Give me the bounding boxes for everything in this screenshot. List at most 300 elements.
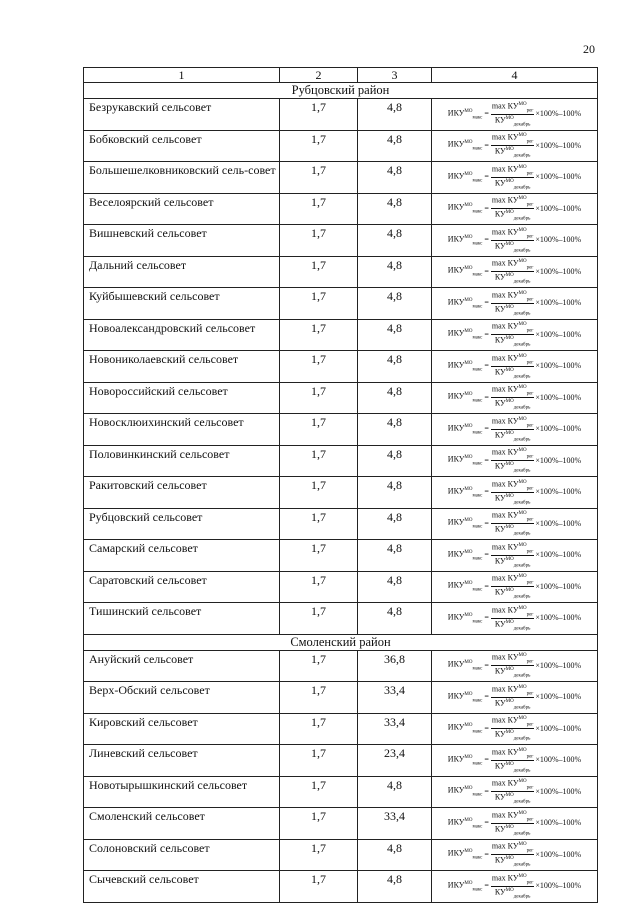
- formula-cell: [432, 162, 598, 194]
- formula-tail: ×100%–100%: [535, 660, 582, 670]
- formula-num-sup: МО: [518, 416, 527, 422]
- formula-numerator: [491, 511, 534, 524]
- column-2-value: 1,7: [280, 808, 358, 840]
- column-header-1: 1: [84, 68, 280, 83]
- formula-lhs-sub: макс: [472, 792, 483, 798]
- formula-tail: ×100%–100%: [535, 392, 582, 402]
- formula-denominator: [495, 824, 531, 836]
- formula-numerator: [491, 543, 534, 556]
- formula-den-sup: МО: [505, 336, 514, 342]
- formula-lhs-text: ИКУ: [447, 108, 465, 118]
- formula-equals: =: [484, 581, 489, 591]
- formula-tail: ×100%–100%: [535, 424, 582, 434]
- formula-numerator: [491, 716, 534, 729]
- formula: [432, 574, 597, 600]
- formula-den-sup: МО: [505, 430, 514, 436]
- formula-lhs: [448, 392, 483, 403]
- formula-cell: [432, 414, 598, 446]
- formula: [432, 448, 597, 474]
- column-3-value: 4,8: [358, 288, 432, 320]
- formula-den-text: КУ: [494, 304, 506, 314]
- formula-num-sup: МО: [518, 227, 527, 233]
- formula-fraction: [491, 102, 534, 128]
- formula-lhs-sub: макс: [472, 303, 483, 309]
- formula: [432, 385, 597, 411]
- column-2-value: 1,7: [280, 130, 358, 162]
- formula-den-sup: МО: [505, 525, 514, 531]
- formula-lhs-text: ИКУ: [447, 171, 465, 181]
- formula-lhs-sub: макс: [472, 209, 483, 215]
- formula-num-sub: pег: [526, 580, 534, 586]
- formula-lhs-sup: МО: [464, 203, 473, 209]
- formula-fraction: [491, 716, 534, 742]
- formula-num-sub: pег: [526, 170, 534, 176]
- formula-denominator: [495, 855, 531, 867]
- formula-num-sup: МО: [518, 605, 527, 611]
- formula: [432, 165, 597, 191]
- formula-equals: =: [484, 266, 489, 276]
- table-row: [84, 382, 598, 414]
- formula-fraction: [491, 779, 534, 805]
- formula-den-text: КУ: [494, 761, 506, 771]
- formula-num-sub: pег: [526, 659, 534, 665]
- formula-lhs-sup: МО: [464, 612, 473, 618]
- formula-den-sup: МО: [505, 793, 514, 799]
- table-row: [84, 162, 598, 194]
- formula-numerator: [491, 322, 534, 335]
- formula: [432, 716, 597, 742]
- formula-num-sup: МО: [518, 873, 527, 879]
- formula-den-text: КУ: [494, 146, 506, 156]
- formula-equals: =: [484, 172, 489, 182]
- formula-tail: ×100%–100%: [535, 692, 582, 702]
- formula-cell: [432, 225, 598, 257]
- formula-tail: ×100%–100%: [535, 849, 582, 859]
- column-3-value: 4,8: [358, 351, 432, 383]
- formula-den-sub: декабрь: [513, 799, 531, 805]
- formula-tail: ×100%–100%: [535, 881, 582, 891]
- formula-fraction: [491, 354, 534, 380]
- formula-denominator: [495, 792, 531, 804]
- formula-cell: [432, 508, 598, 540]
- formula-lhs-sub: макс: [472, 461, 483, 467]
- formula-num-text: max КУ: [491, 321, 519, 331]
- formula-num-text: max КУ: [491, 684, 519, 694]
- formula-lhs: [448, 518, 483, 529]
- formula-num-sub: pег: [526, 139, 534, 145]
- formula-num-sub: pег: [526, 485, 534, 491]
- formula-lhs-text: ИКУ: [447, 517, 465, 527]
- formula-numerator: [491, 417, 534, 430]
- formula-lhs: [448, 329, 483, 340]
- formula-num-text: max КУ: [491, 195, 519, 205]
- formula-tail: ×100%–100%: [535, 203, 582, 213]
- formula-den-sup: МО: [505, 588, 514, 594]
- formula-tail: ×100%–100%: [535, 109, 582, 119]
- formula-num-sup: МО: [518, 290, 527, 296]
- table-row: [84, 682, 598, 714]
- formula-lhs-text: ИКУ: [447, 754, 465, 764]
- formula-lhs-text: ИКУ: [447, 580, 465, 590]
- formula-numerator: [491, 165, 534, 178]
- formula-denominator: [495, 115, 531, 127]
- formula: [432, 291, 597, 317]
- formula-lhs: [448, 109, 483, 120]
- municipality-name: Саратовский сельсовет: [84, 571, 280, 603]
- formula-num-sup: МО: [518, 259, 527, 264]
- formula-den-text: КУ: [494, 367, 506, 377]
- formula-den-sup: МО: [505, 178, 514, 184]
- municipality-name: Сычевский сельсовет: [84, 871, 280, 903]
- formula-equals: =: [484, 392, 489, 402]
- formula-num-sub: pег: [526, 233, 534, 239]
- formula-den-text: КУ: [494, 493, 506, 503]
- formula-cell: [432, 745, 598, 777]
- formula-fraction: [491, 874, 534, 900]
- formula-lhs-sup: МО: [464, 140, 473, 146]
- formula-cell: [432, 99, 598, 131]
- formula-den-text: КУ: [494, 335, 506, 345]
- formula-num-text: max КУ: [491, 841, 519, 851]
- formula-lhs: [448, 849, 483, 860]
- formula-lhs-text: ИКУ: [447, 817, 465, 827]
- formula-denominator: [495, 698, 531, 710]
- column-2-value: 1,7: [280, 99, 358, 131]
- formula-equals: =: [484, 298, 489, 308]
- formula-lhs-sup: МО: [464, 518, 473, 524]
- formula-denominator: [495, 209, 531, 221]
- formula-den-text: КУ: [494, 524, 506, 534]
- formula-equals: =: [484, 849, 489, 859]
- formula-den-sub: декабрь: [513, 153, 531, 159]
- formula-denominator: [495, 241, 531, 253]
- formula-cell: [432, 288, 598, 320]
- formula-equals: =: [484, 203, 489, 213]
- column-header-4: 4: [432, 68, 598, 83]
- table-row: [84, 445, 598, 477]
- formula: [432, 228, 597, 254]
- formula-den-sub: декабрь: [513, 894, 531, 899]
- formula-den-sub: декабрь: [513, 705, 531, 710]
- formula-lhs: [448, 361, 483, 372]
- formula-lhs-sup: МО: [464, 660, 473, 666]
- column-2-value: 1,7: [280, 839, 358, 871]
- formula-denominator: [495, 272, 531, 284]
- formula-equals: =: [484, 329, 489, 339]
- formula-num-text: max КУ: [491, 652, 519, 662]
- formula-den-sup: МО: [505, 115, 514, 121]
- formula-cell: [432, 382, 598, 414]
- formula-den-text: КУ: [494, 729, 506, 739]
- formula-num-text: max КУ: [491, 447, 519, 457]
- municipality-name: Бобковский сельсовет: [84, 130, 280, 162]
- formula-num-sub: pег: [526, 879, 534, 885]
- formula-lhs-text: ИКУ: [447, 234, 465, 244]
- municipality-name: Новороссийский сельсовет: [84, 382, 280, 414]
- formula-lhs-text: ИКУ: [447, 391, 465, 401]
- formula-den-sub: декабрь: [513, 531, 531, 537]
- municipality-name: Новосклюихинский сельсовет: [84, 414, 280, 446]
- formula-fraction: [491, 259, 534, 285]
- column-3-value: 4,8: [358, 445, 432, 477]
- formula-fraction: [491, 748, 534, 774]
- formula-den-sub: декабрь: [513, 500, 531, 505]
- formula-tail: ×100%–100%: [535, 786, 582, 796]
- formula-den-text: КУ: [494, 115, 506, 125]
- formula-lhs-sub: макс: [472, 760, 483, 766]
- formula-lhs-sub: макс: [472, 398, 483, 404]
- municipality-name: Смоленский сельсовет: [84, 808, 280, 840]
- column-3-value: 4,8: [358, 776, 432, 808]
- formula-lhs-sup: МО: [464, 297, 473, 303]
- formula-den-sub: декабрь: [513, 279, 531, 285]
- formula-lhs-sup: МО: [464, 691, 473, 697]
- formula-equals: =: [484, 692, 489, 702]
- formula-numerator: [491, 102, 534, 115]
- formula-fraction: [491, 133, 534, 159]
- formula-numerator: [491, 259, 534, 272]
- formula-denominator: [495, 729, 531, 741]
- municipality-name: Вишневский сельсовет: [84, 225, 280, 257]
- formula-tail: ×100%–100%: [535, 755, 582, 765]
- formula-denominator: [495, 335, 531, 347]
- formula-tail: ×100%–100%: [535, 723, 582, 733]
- formula-cell: [432, 351, 598, 383]
- municipality-name: Новониколаевский сельсовет: [84, 351, 280, 383]
- formula-lhs-sub: макс: [472, 555, 483, 561]
- column-2-value: 1,7: [280, 713, 358, 745]
- formula-numerator: [491, 748, 534, 761]
- formula-equals: =: [484, 487, 489, 497]
- formula-lhs: [448, 613, 483, 624]
- formula-lhs: [448, 818, 483, 829]
- formula-equals: =: [484, 755, 489, 765]
- formula-tail: ×100%–100%: [535, 172, 582, 182]
- formula-num-sup: МО: [518, 448, 527, 453]
- formula-num-sub: pег: [526, 517, 534, 523]
- formula: [432, 480, 597, 506]
- column-3-value: 33,4: [358, 682, 432, 714]
- formula-num-sup: МО: [518, 574, 527, 579]
- formula-equals: =: [484, 818, 489, 828]
- column-3-value: 33,4: [358, 713, 432, 745]
- column-2-value: 1,7: [280, 776, 358, 808]
- column-3-value: 4,8: [358, 839, 432, 871]
- formula-lhs-sup: МО: [464, 723, 473, 729]
- formula-fraction: [491, 448, 534, 474]
- municipality-name: Солоновский сельсовет: [84, 839, 280, 871]
- formula-lhs-sup: МО: [464, 392, 473, 398]
- formula-num-sup: МО: [518, 133, 527, 138]
- formula-num-text: max КУ: [491, 290, 519, 300]
- formula-num-sub: pег: [526, 202, 534, 208]
- column-3-value: 4,8: [358, 99, 432, 131]
- formula-lhs: [448, 550, 483, 561]
- formula-tail: ×100%–100%: [535, 581, 582, 591]
- column-3-value: 4,8: [358, 414, 432, 446]
- formula-denominator: [495, 367, 531, 379]
- table-row: [84, 839, 598, 871]
- formula-denominator: [495, 430, 531, 442]
- formula-den-sub: декабрь: [513, 563, 531, 568]
- formula-den-sup: МО: [505, 667, 514, 673]
- formula-lhs-sup: МО: [464, 108, 473, 114]
- formula-lhs-text: ИКУ: [447, 328, 465, 338]
- column-3-value: 4,8: [358, 871, 432, 903]
- formula-num-sub: pег: [526, 454, 534, 460]
- formula-den-text: КУ: [494, 619, 506, 629]
- tariff-table: [83, 67, 598, 903]
- formula-fraction: [491, 811, 534, 837]
- formula-numerator: [491, 606, 534, 619]
- formula-cell: [432, 193, 598, 225]
- column-2-value: 1,7: [280, 193, 358, 225]
- formula-den-sub: декабрь: [513, 831, 531, 836]
- formula-lhs-text: ИКУ: [447, 454, 465, 464]
- formula-lhs-sub: макс: [472, 524, 483, 530]
- column-3-value: 4,8: [358, 571, 432, 603]
- formula-fraction: [491, 480, 534, 506]
- formula-fraction: [491, 685, 534, 711]
- table-row: [84, 288, 598, 320]
- formula-numerator: [491, 385, 534, 398]
- formula-lhs-text: ИКУ: [447, 360, 465, 370]
- table-body: [84, 83, 598, 903]
- table-row: [84, 256, 598, 288]
- municipality-name: Линевский сельсовет: [84, 745, 280, 777]
- formula-num-text: max КУ: [491, 715, 519, 725]
- formula-denominator: [495, 146, 531, 158]
- formula-lhs: [448, 424, 483, 435]
- table-row: [84, 508, 598, 540]
- formula-lhs-sub: макс: [472, 272, 483, 278]
- formula-lhs-sup: МО: [464, 266, 473, 272]
- formula-lhs-sub: макс: [472, 618, 483, 624]
- formula-cell: [432, 650, 598, 682]
- column-2-value: 1,7: [280, 745, 358, 777]
- table-row: [84, 414, 598, 446]
- formula-equals: =: [484, 550, 489, 560]
- column-2-value: 1,7: [280, 871, 358, 903]
- formula-lhs-text: ИКУ: [447, 486, 465, 496]
- formula-equals: =: [484, 235, 489, 245]
- formula-num-sub: pег: [526, 816, 534, 822]
- formula-lhs-sup: МО: [464, 234, 473, 240]
- formula-equals: =: [484, 881, 489, 891]
- column-3-value: 23,4: [358, 745, 432, 777]
- formula-tail: ×100%–100%: [535, 518, 582, 528]
- formula-numerator: [491, 291, 534, 304]
- page-number: 20: [583, 42, 595, 56]
- formula-den-sup: МО: [505, 304, 514, 310]
- formula-equals: =: [484, 786, 489, 796]
- formula-den-sup: МО: [505, 273, 514, 279]
- formula-den-sub: декабрь: [513, 862, 531, 868]
- table-row: [84, 650, 598, 682]
- formula-equals: =: [484, 613, 489, 623]
- formula-den-sup: МО: [505, 887, 514, 893]
- table-row: [84, 193, 598, 225]
- formula-lhs-text: ИКУ: [447, 549, 465, 559]
- formula-den-sup: МО: [505, 462, 514, 468]
- column-2-value: 1,7: [280, 540, 358, 572]
- municipality-name: Тишинский сельсовет: [84, 603, 280, 635]
- formula-lhs-sub: макс: [472, 823, 483, 829]
- formula-numerator: [491, 574, 534, 587]
- formula-den-sup: МО: [505, 856, 514, 862]
- formula: [432, 133, 597, 159]
- formula-lhs: [448, 723, 483, 734]
- column-2-value: 1,7: [280, 508, 358, 540]
- column-3-value: 4,8: [358, 382, 432, 414]
- formula-lhs-sub: макс: [472, 492, 483, 498]
- formula-numerator: [491, 811, 534, 824]
- formula-num-sup: МО: [518, 196, 527, 201]
- formula-fraction: [491, 653, 534, 679]
- formula-num-sup: МО: [518, 716, 527, 721]
- formula-num-sup: МО: [518, 385, 527, 390]
- formula-lhs-sub: макс: [472, 855, 483, 861]
- formula-den-text: КУ: [494, 887, 506, 897]
- table-row: [84, 871, 598, 903]
- formula-num-text: max КУ: [491, 258, 519, 268]
- formula-den-text: КУ: [494, 792, 506, 802]
- formula: [432, 606, 597, 632]
- formula-num-text: max КУ: [491, 510, 519, 520]
- formula-lhs-text: ИКУ: [447, 423, 465, 433]
- municipality-name: Половинкинский сельсовет: [84, 445, 280, 477]
- formula: [432, 653, 597, 679]
- formula-tail: ×100%–100%: [535, 266, 582, 276]
- table-row: [84, 540, 598, 572]
- formula-num-sup: МО: [518, 684, 527, 690]
- formula-num-text: max КУ: [491, 479, 519, 489]
- formula-lhs: [448, 581, 483, 592]
- formula: [432, 417, 597, 443]
- formula-num-sub: pег: [526, 422, 534, 428]
- table-row: [84, 225, 598, 257]
- column-3-value: 4,8: [358, 130, 432, 162]
- formula-den-text: КУ: [494, 666, 506, 676]
- column-2-value: 1,7: [280, 225, 358, 257]
- formula-lhs-sub: макс: [472, 335, 483, 341]
- formula-cell: [432, 713, 598, 745]
- formula-num-text: max КУ: [491, 573, 519, 583]
- formula-num-text: max КУ: [491, 164, 519, 174]
- formula-numerator: [491, 354, 534, 367]
- formula-den-sup: МО: [505, 367, 514, 373]
- column-3-value: 33,4: [358, 808, 432, 840]
- formula-den-sub: декабрь: [513, 626, 531, 631]
- formula-num-text: max КУ: [491, 873, 519, 883]
- column-2-value: 1,7: [280, 603, 358, 635]
- formula-lhs: [448, 266, 483, 277]
- formula-denominator: [495, 761, 531, 773]
- section-row: [84, 83, 598, 99]
- formula-num-sub: pег: [526, 265, 534, 271]
- formula-num-sub: pег: [526, 296, 534, 302]
- formula-num-sup: МО: [518, 747, 527, 753]
- formula-lhs-sup: МО: [464, 329, 473, 335]
- municipality-name: Безрукавский сельсовет: [84, 99, 280, 131]
- municipality-name: Самарский сельсовет: [84, 540, 280, 572]
- section-row: [84, 634, 598, 650]
- formula-numerator: [491, 133, 534, 146]
- formula-lhs-text: ИКУ: [447, 880, 465, 890]
- formula-num-sup: МО: [518, 511, 527, 516]
- formula: [432, 685, 597, 711]
- formula-den-sup: МО: [505, 399, 514, 405]
